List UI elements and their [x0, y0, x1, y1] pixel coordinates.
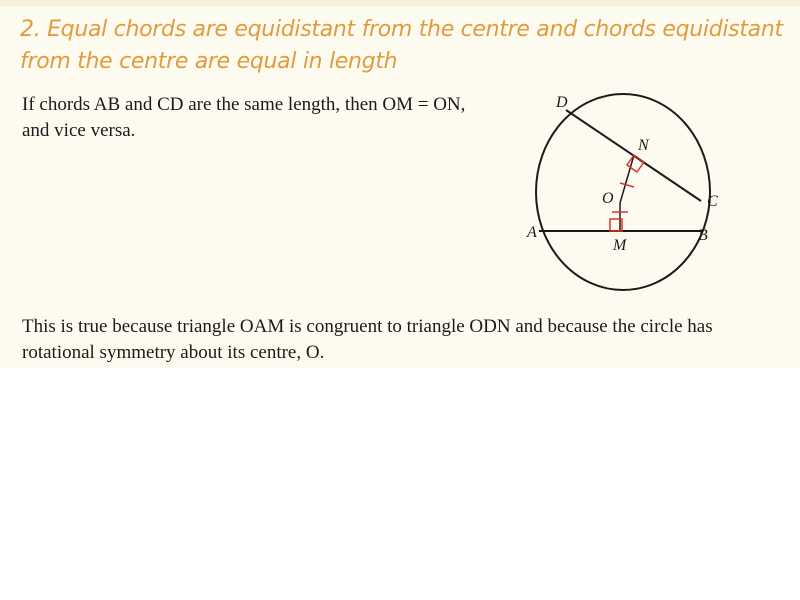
label-n: N [638, 137, 649, 154]
label-d: D [556, 94, 568, 111]
segment-on [620, 155, 634, 203]
statement-paragraph: If chords AB and CD are the same length, then OM = ON, and vice versa. [22, 94, 466, 141]
label-o: O [602, 190, 614, 207]
label-a: A [527, 224, 537, 241]
tick-mark-on [620, 183, 634, 187]
circle-chords-diagram [500, 90, 740, 302]
section-heading: 2. Equal chords are equidistant from the centre and chords equidistant from the centre are equal in length [20, 17, 783, 74]
label-m: M [613, 237, 627, 254]
explanation-paragraph: This is true because triangle OAM is congruent to triangle ODN and because the circle has rotational symmetry about its centre, O. [22, 316, 713, 363]
top-strip [0, 0, 800, 6]
label-b: B [698, 227, 708, 244]
label-c: C [707, 193, 718, 210]
